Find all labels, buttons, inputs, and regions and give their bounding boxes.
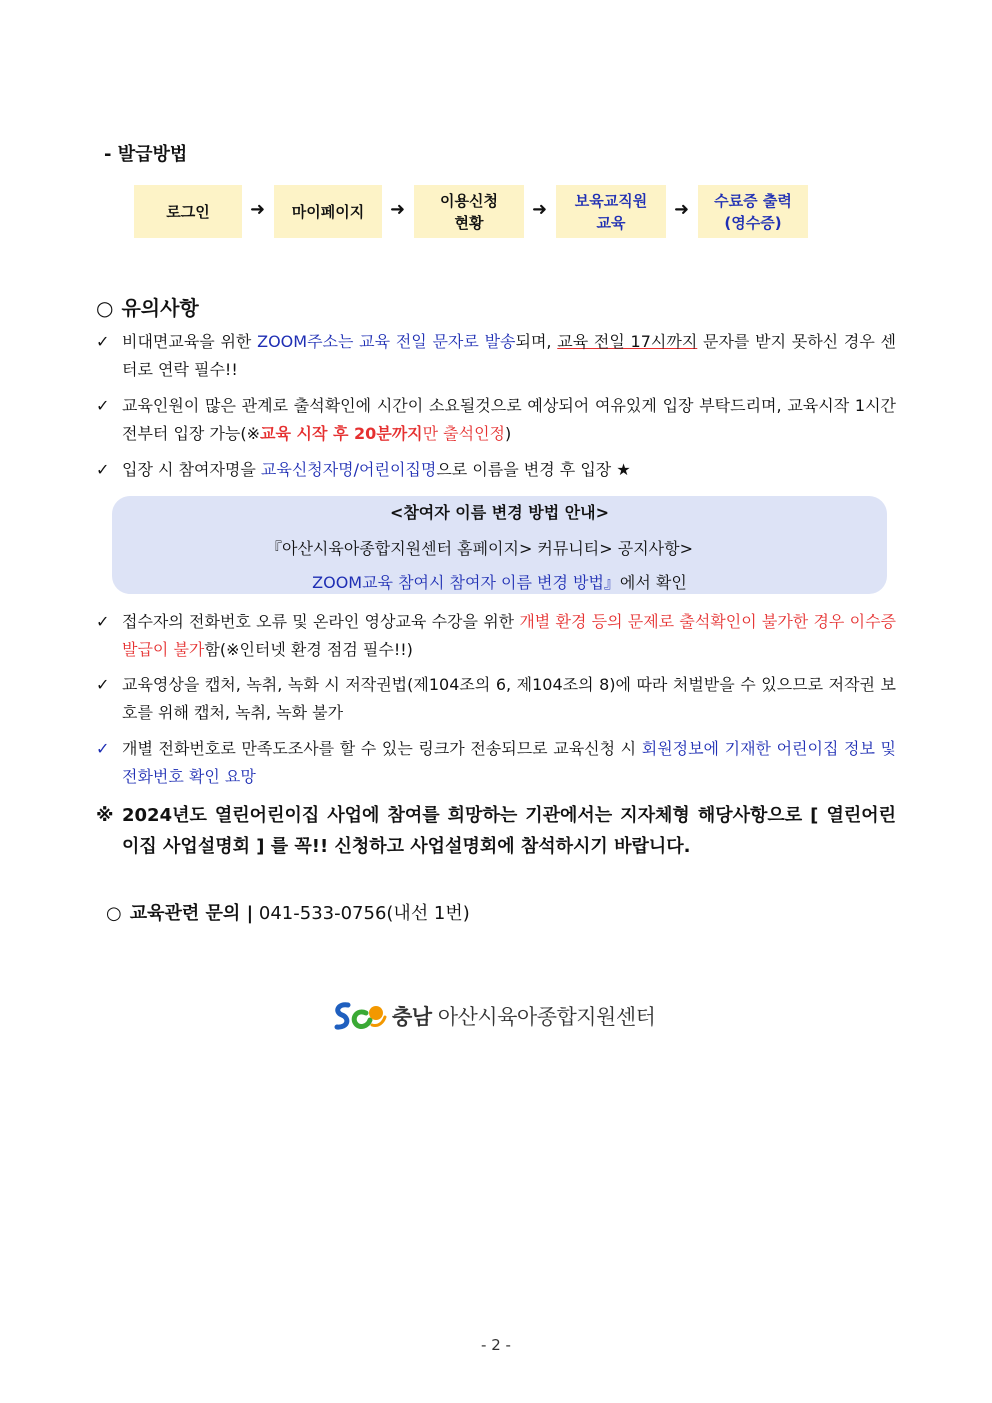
note-text <box>122 328 896 384</box>
check-icon: ✓ <box>96 396 110 415</box>
circle-bullet-icon: ○ <box>96 296 114 320</box>
note-item-copyright <box>96 671 896 727</box>
note-item-certificate <box>96 608 896 664</box>
text-segment: 되며, <box>515 332 558 351</box>
text-highlight-red-bold: 교육 시작 후 20분까지 <box>260 424 423 443</box>
text-highlight-blue: 교육신청자명/어린이집명 <box>260 460 437 479</box>
text-segment: 교육인원이 많은 관계로 출석확인에 시간이 소요될것으로 예상되어 여유있게 입장 부탁드리며, 교육시작 1시간 전부터 입장 가능(※ <box>122 396 896 443</box>
note-text <box>122 608 896 664</box>
note-text <box>122 456 896 484</box>
text-segment: 접수자의 전화번호 오류 및 온라인 영상교육 수강을 위한 <box>122 612 520 631</box>
center-logo <box>332 998 655 1034</box>
center-logo-icon <box>332 998 388 1034</box>
note-item-attendance <box>96 392 896 448</box>
text-segment: 함(※인터넷 환경 점검 필수!!) <box>204 640 413 659</box>
open-daycare-notice <box>96 800 896 862</box>
note-item-survey <box>96 735 896 791</box>
text-segment: 비대면교육을 위한 <box>122 332 258 351</box>
issuance-title: - 발급방법 <box>104 144 188 165</box>
note-text <box>122 735 896 791</box>
text-highlight-blue: ZOOM주소는 교육 전일 문자로 발송 <box>257 332 516 351</box>
center-logo-text <box>392 1001 655 1031</box>
notes-title-text: 유의사항 <box>121 296 199 320</box>
page-number: - 2 - <box>481 1336 511 1354</box>
logo-region: 충남 <box>392 1005 432 1029</box>
text-segment: ) <box>505 424 512 443</box>
name-change-guide-box <box>112 496 887 594</box>
text-segment: 입장 시 참여자명을 <box>122 460 261 479</box>
note-item-zoom <box>96 328 896 384</box>
text-highlight-red: 만 출석인정 <box>422 424 506 443</box>
contact-phone: 041-533-0756(내선 1번) <box>258 903 470 924</box>
guide-box-path: 『아산시육아종합지원센터 홈페이지> 커뮤니티> 공지사항> <box>266 539 693 558</box>
text-segment: 으로 이름을 변경 후 입장 ★ <box>436 460 631 479</box>
logo-center-name: 아산시육아종합지원센터 <box>437 1005 656 1029</box>
reference-mark-icon: ※ <box>96 805 114 826</box>
contact-label: 교육관련 문의 | <box>129 903 254 924</box>
note-text <box>122 392 896 448</box>
check-icon: ✓ <box>96 739 110 758</box>
step-application-status: 이용신청 현황 <box>414 185 524 238</box>
step-login: 로그인 <box>134 185 242 238</box>
check-icon: ✓ <box>96 460 110 479</box>
text-highlight-red: 개별 환경 등의 문제로 출석확인이 불가한 경우 이수증 발급이 불가 <box>122 612 896 659</box>
arrow-icon: ➜ <box>250 199 266 220</box>
text-segment: 에서 확인 <box>619 573 687 592</box>
note-item-name-change <box>96 456 896 484</box>
note-text: 교육영상을 캡처, 녹취, 녹화 시 저작권법(제104조의 6, 제104조의 8)에 따라 처벌받을 수 있으므로 저작권 보호를 위해 캡처, 녹취, 녹화 불가 <box>122 675 896 722</box>
arrow-icon: ➜ <box>532 199 548 220</box>
step-print-certificate: 수료증 출력 (영수증) <box>698 185 808 238</box>
check-icon: ✓ <box>96 675 110 694</box>
check-icon: ✓ <box>96 332 110 351</box>
arrow-icon: ➜ <box>390 199 406 220</box>
guide-box-instruction <box>112 570 887 593</box>
issuance-steps <box>134 185 814 239</box>
text-segment: 문자를 받지 못하신 경우 센터로 연락 필수!! <box>122 332 896 379</box>
text-segment: 개별 전화번호로 만족도조사를 할 수 있는 링크가 전송되므로 교육신청 시 <box>122 739 642 758</box>
step-mypage: 마이페이지 <box>274 185 382 238</box>
text-underline-red: 교육 전일 17시까지 <box>557 332 698 351</box>
notice-text: 2024년도 열린어린이집 사업에 참여를 희망하는 기관에서는 지자체형 해당사항으로 [ 열린어린이집 사업설명회 ] 를 꼭!! 신청하고 사업설명회에 참석하시기 바랍니다. <box>122 805 896 857</box>
guide-box-title: <참여자 이름 변경 방법 안내> <box>389 503 610 522</box>
circle-bullet-icon: ○ <box>106 903 122 924</box>
contact-line <box>106 899 470 925</box>
text-highlight-blue: 회원정보에 기재한 어린이집 정보 및 전화번호 확인 요망 <box>122 739 896 786</box>
notes-section-title <box>96 292 199 321</box>
check-icon: ✓ <box>96 612 110 631</box>
text-highlight-blue: ZOOM교육 참여시 참여자 이름 변경 방법』 <box>312 573 620 592</box>
arrow-icon: ➜ <box>674 199 690 220</box>
step-staff-training: 보육교직원 교육 <box>556 185 666 238</box>
